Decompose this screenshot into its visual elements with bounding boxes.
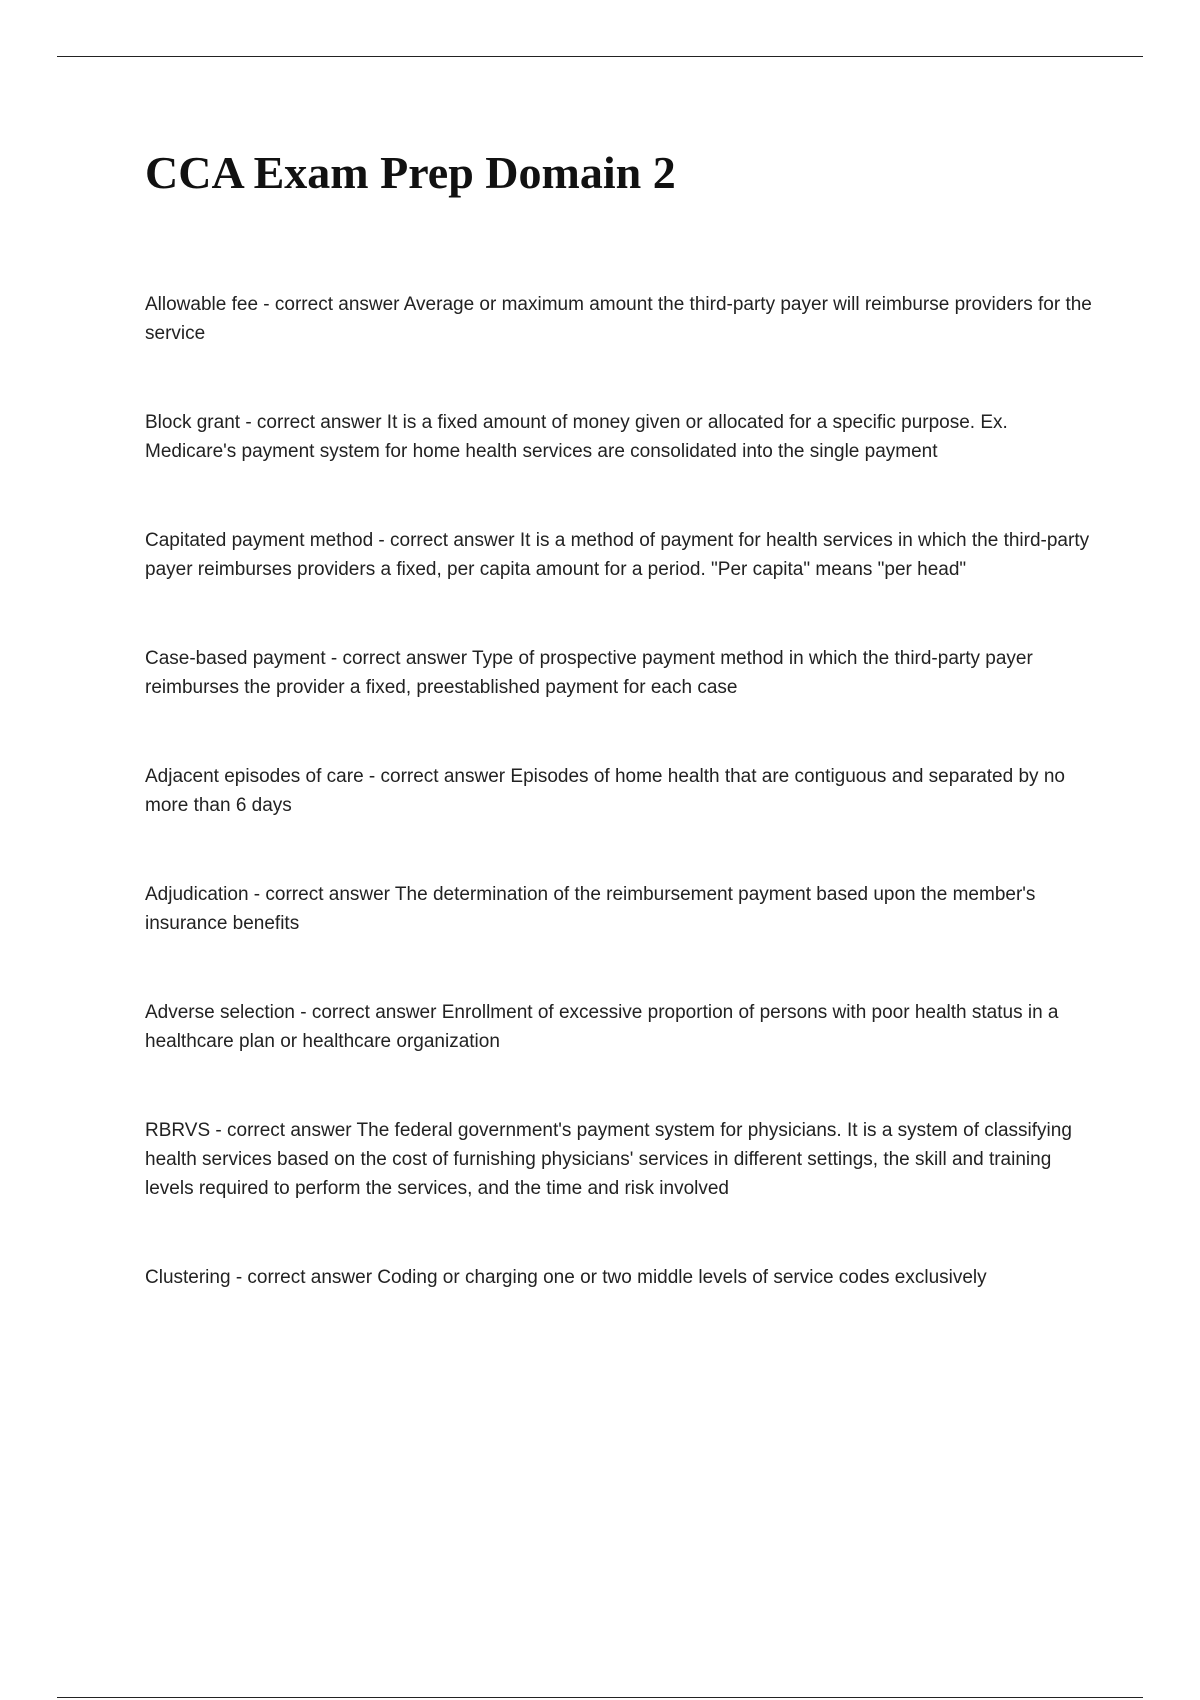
entry-clustering: Clustering - correct answer Coding or charging one or two middle levels of service codes exclusively (145, 1267, 987, 1288)
document-title: CCA Exam Prep Domain 2 (145, 147, 676, 198)
top-divider (57, 56, 1143, 57)
entry-allowable-fee: Allowable fee - correct answer Average or maximum amount the third-party payer will reimburse providers for the service (145, 294, 1092, 344)
entry-block-grant: Block grant - correct answer It is a fixed amount of money given or allocated for a specific purpose. Ex. Medicare's payment system for home health services are consolidated into the single payment (145, 412, 1008, 462)
entry-adjudication: Adjudication - correct answer The determination of the reimbursement payment based upon the member's insurance benefits (145, 884, 1036, 934)
bottom-divider (57, 1697, 1143, 1698)
entry-capitated-payment-method: Capitated payment method - correct answer It is a method of payment for health services in which the third-party payer reimburses providers a fixed, per capita amount for a period. "Per capita" means "per head" (145, 530, 1090, 580)
entry-rbrvs: RBRVS - correct answer The federal government's payment system for physicians. It is a system of classifying health services based on the cost of furnishing physicians' services in different settings, the skill and training levels required to perform the services, and the time and risk involved (145, 1120, 1072, 1199)
entry-adjacent-episodes-of-care: Adjacent episodes of care - correct answer Episodes of home health that are contiguous and separated by no more than 6 days (145, 766, 1065, 816)
entry-list (145, 290, 1095, 1352)
entry-case-based-payment: Case-based payment - correct answer Type of prospective payment method in which the third-party payer reimburses the provider a fixed, preestablished payment for each case (145, 648, 1033, 698)
entry-adverse-selection: Adverse selection - correct answer Enrollment of excessive proportion of persons with poor health status in a healthcare plan or healthcare organization (145, 1002, 1059, 1052)
